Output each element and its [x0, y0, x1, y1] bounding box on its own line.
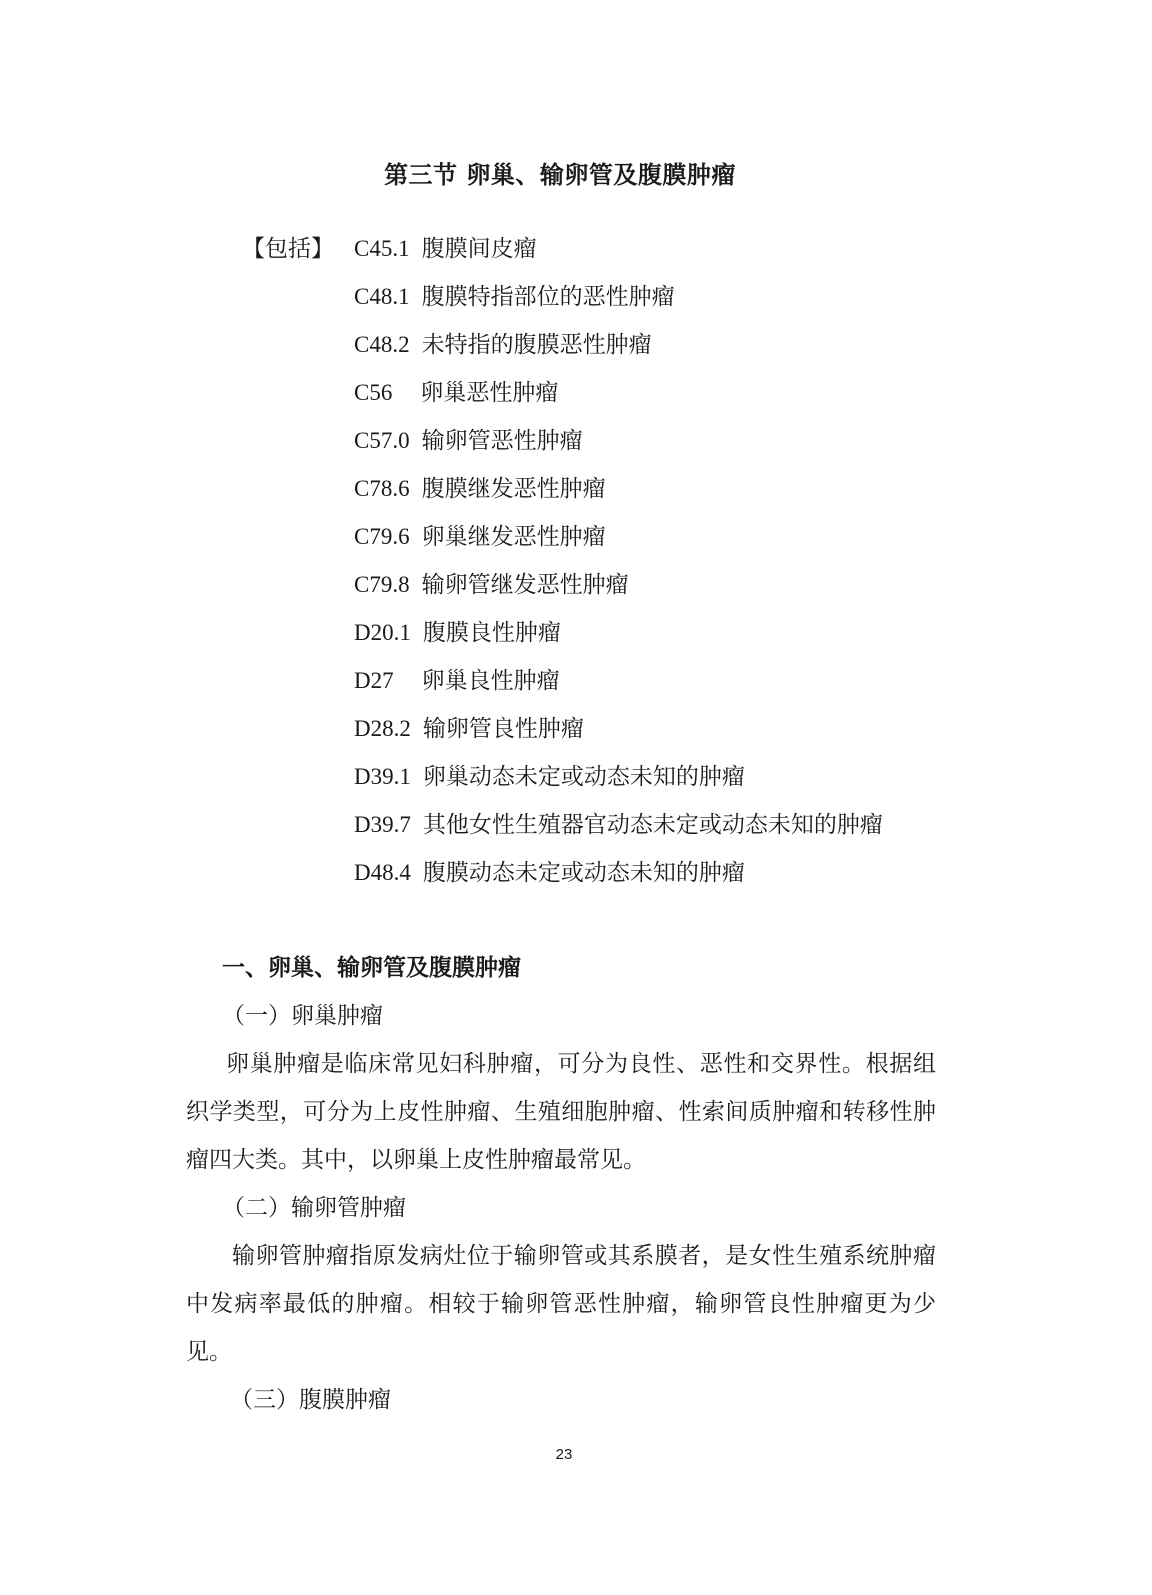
code-list-item	[354, 520, 883, 568]
diagnosis-description: 卵巢恶性肿瘤	[420, 380, 559, 406]
diagnosis-code: D28.2	[354, 716, 411, 741]
code-list-item	[354, 664, 883, 712]
code-list-item	[354, 424, 883, 472]
subheading-ovarian-tumor: （一）卵巢肿瘤	[222, 1003, 383, 1029]
code-list-item	[354, 616, 883, 664]
diagnosis-code: D20.1	[354, 620, 411, 645]
diagnosis-description: 卵巢动态未定或动态未知的肿瘤	[422, 764, 745, 790]
diagnosis-code: C79.8	[354, 572, 410, 597]
heading-ovary-tube-peritoneum: 一、卵巢、输卵管及腹膜肿瘤	[222, 955, 521, 981]
section-title: 第三节 卵巢、输卵管及腹膜肿瘤	[384, 161, 736, 189]
diagnosis-description: 输卵管继发恶性肿瘤	[421, 572, 629, 598]
diagnosis-code: C56	[354, 380, 393, 405]
diagnosis-description: 未特指的腹膜恶性肿瘤	[421, 332, 652, 358]
code-list-item	[354, 712, 883, 760]
diagnosis-code: C78.6	[354, 476, 410, 501]
diagnosis-description: 腹膜继发恶性肿瘤	[421, 476, 606, 502]
diagnosis-description: 其他女性生殖器官动态未定或动态未知的肿瘤	[422, 812, 883, 838]
page-number: 23	[555, 1446, 573, 1463]
diagnosis-description: 腹膜动态未定或动态未知的肿瘤	[422, 860, 745, 886]
diagnosis-description: 卵巢继发恶性肿瘤	[421, 524, 606, 550]
code-list-item	[354, 232, 883, 280]
diagnosis-code: C57.0	[354, 428, 410, 453]
diagnosis-description: 腹膜间皮瘤	[421, 236, 537, 262]
diagnosis-code: C48.2	[354, 332, 410, 357]
code-list-item	[354, 472, 883, 520]
subheading-tubal-tumor: （二）输卵管肿瘤	[222, 1195, 406, 1221]
diagnosis-code: C79.6	[354, 524, 410, 549]
diagnosis-description: 输卵管良性肿瘤	[422, 716, 584, 742]
diagnosis-code: D48.4	[354, 860, 411, 885]
includes-label: 【包括】	[242, 236, 334, 262]
diagnosis-description: 输卵管恶性肿瘤	[421, 428, 583, 454]
diagnosis-code: C48.1	[354, 284, 410, 309]
code-list-item	[354, 760, 883, 808]
diagnosis-description: 卵巢良性肿瘤	[421, 668, 560, 694]
diagnosis-code: D27	[354, 668, 394, 693]
diagnosis-code: D39.7	[354, 812, 411, 837]
subheading-peritoneal-tumor: （三）腹膜肿瘤	[230, 1387, 391, 1413]
diagnosis-description: 腹膜特指部位的恶性肿瘤	[421, 284, 675, 310]
code-list-item	[354, 280, 883, 328]
code-list-item	[354, 376, 883, 424]
code-list-item	[354, 856, 883, 904]
diagnosis-code: D39.1	[354, 764, 411, 789]
diagnosis-description: 腹膜良性肿瘤	[422, 620, 561, 646]
diagnosis-code: C45.1	[354, 236, 410, 261]
code-list-item	[354, 808, 883, 856]
paragraph-tubal-tumor: 输卵管肿瘤指原发病灶位于输卵管或其系膜者，是女性生殖系统肿瘤中发病率最低的肿瘤。相较于输卵管恶性肿瘤，输卵管良性肿瘤更为少见。	[186, 1243, 936, 1365]
paragraph-ovarian-tumor: 卵巢肿瘤是临床常见妇科肿瘤，可分为良性、恶性和交界性。根据组织学类型，可分为上皮性肿瘤、生殖细胞肿瘤、性索间质肿瘤和转移性肿瘤四大类。其中，以卵巢上皮性肿瘤最常见。	[186, 1051, 936, 1173]
code-list	[354, 232, 883, 904]
code-list-item	[354, 568, 883, 616]
code-list-item	[354, 328, 883, 376]
